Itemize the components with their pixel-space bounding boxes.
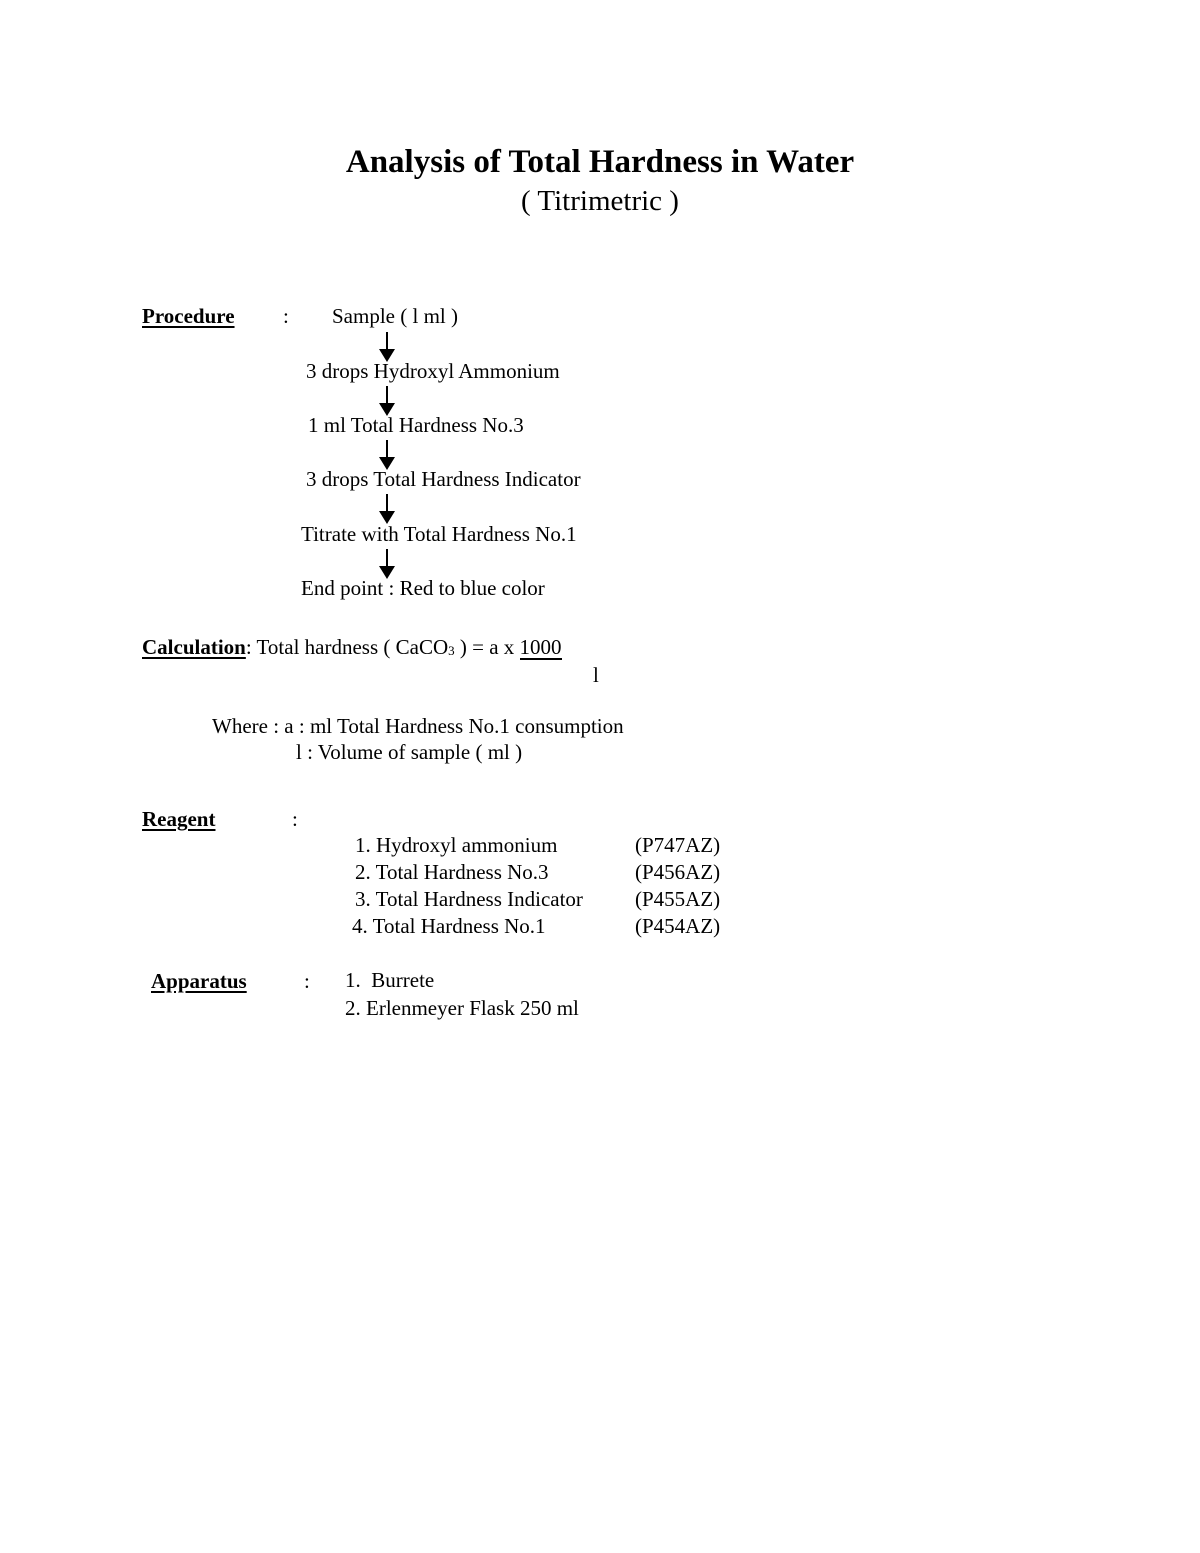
formula-denominator: l: [593, 663, 599, 687]
procedure-step: End point : Red to blue color: [301, 576, 545, 600]
page-title: Analysis of Total Hardness in Water: [345, 144, 855, 180]
reagent-item-name: 3. Total Hardness Indicator: [355, 887, 583, 911]
procedure-step: Titrate with Total Hardness No.1: [301, 522, 577, 546]
flow-arrow-icon: [386, 440, 388, 468]
apparatus-colon: :: [304, 969, 310, 993]
apparatus-label: Apparatus: [151, 969, 247, 993]
procedure-label: Procedure: [142, 304, 235, 328]
reagent-item-code: (P747AZ): [635, 833, 721, 857]
procedure-colon: :: [283, 304, 289, 328]
reagent-item-code: (P455AZ): [635, 887, 721, 911]
page-subtitle: ( Titrimetric ): [521, 185, 679, 217]
procedure-step: 1 ml Total Hardness No.3: [308, 413, 524, 437]
formula-lhs: : Total hardness ( CaCO: [245, 635, 449, 659]
reagent-item-name: 2. Total Hardness No.3: [355, 860, 549, 884]
calculation-label: Calculation: [142, 635, 246, 659]
reagent-label: Reagent: [142, 807, 216, 831]
calculation-formula: [142, 634, 562, 664]
reagent-colon: :: [292, 807, 298, 831]
reagent-item-code: (P454AZ): [635, 914, 721, 938]
procedure-step: Sample ( l ml ): [332, 304, 458, 328]
reagent-item-code: (P456AZ): [635, 860, 721, 884]
flow-arrow-icon: [386, 332, 388, 360]
apparatus-item: 2. Erlenmeyer Flask 250 ml: [345, 996, 579, 1020]
procedure-step: 3 drops Hydroxyl Ammonium: [306, 359, 560, 383]
flow-arrow-icon: [386, 494, 388, 522]
formula-rhs: ) = a x: [454, 635, 520, 659]
reagent-item-name: 4. Total Hardness No.1: [352, 914, 546, 938]
formula-numerator: 1000: [519, 635, 562, 659]
flow-arrow-icon: [386, 549, 388, 577]
formula-subscript: 3: [448, 643, 455, 658]
where-line: Where : a : ml Total Hardness No.1 consumption: [212, 714, 624, 738]
reagent-item-name: 1. Hydroxyl ammonium: [355, 833, 558, 857]
apparatus-item: 1. Burrete: [345, 968, 435, 992]
procedure-step: 3 drops Total Hardness Indicator: [306, 467, 581, 491]
flow-arrow-icon: [386, 386, 388, 414]
where-line: l : Volume of sample ( ml ): [296, 740, 523, 764]
